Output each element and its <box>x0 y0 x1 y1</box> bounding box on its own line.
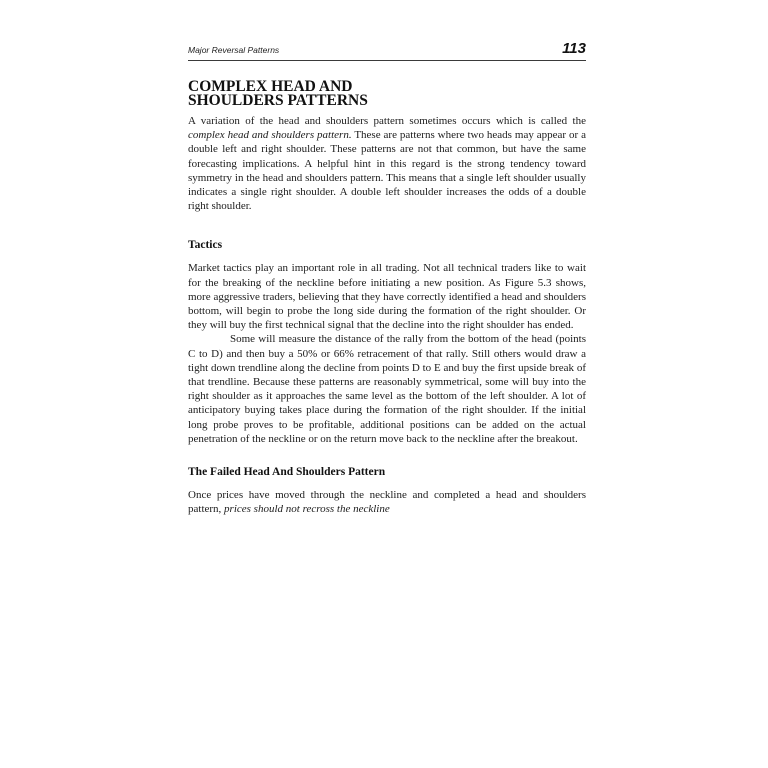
running-head-title: Major Reversal Patterns <box>188 45 280 55</box>
tactics-heading: Tactics <box>188 239 223 252</box>
section-heading: COMPLEX HEAD AND SHOULDERS PATTERNS <box>188 78 368 109</box>
intro-paragraph <box>188 114 586 213</box>
page-number: 113 <box>562 40 586 57</box>
intro-text-1: A variation of the head and shoulders pattern sometimes occurs which is called the <box>188 115 586 127</box>
failed-pattern-paragraph <box>188 488 586 516</box>
failed-emphasis: prices should not recross the neckline <box>224 503 390 516</box>
intro-emphasis: complex head and shoulders pattern. <box>188 129 352 142</box>
running-head <box>188 38 586 61</box>
intro-text-2: These are patterns where two heads may appear or a double left and right shoulder. These patterns are not that common, but have the same forecasting implications. A helpful hint in this regard is the strong tendency toward symmetry in the head and shoulders pattern. This means that a single left shoulder usually indicates a single right shoulder. A double left shoulder increases the odds of a double right shoulder. <box>188 129 586 213</box>
failed-pattern-heading: The Failed Head And Shoulders Pattern <box>188 466 386 479</box>
failed-text-1: Once prices have moved through the neckline and completed a head and shoulders pattern, <box>188 489 586 516</box>
tactics-paragraph-1: Market tactics play an important role in all trading. Not all technical traders like to wait for the breaking of the neckline before initiating a new position. As Figure 5.3 shows, more aggressive traders, believing that they have correctly identified a head and shoulders bottom, will begin to probe the long side during the formation of the right shoulder. Or they will buy the first technical signal that the decline into the right shoulder has ended. <box>188 262 586 332</box>
text-column <box>188 38 586 516</box>
tactics-paragraph-2: Some will measure the distance of the rally from the bottom of the head (points C to D) and then buy a 50% or 66% retracement of that rally. Still others would draw a tight down trendline along the decline from points D to E and buy the first upside break of that trendline. Because these patterns are reasonably symmetrical, some will buy into the right shoulder as it approaches the same level as the bottom of the left shoulder. A lot of anticipatory buying takes place during the formation of the right shoulder. If the initial long probe proves to be profitable, additional positions can be added on the actual penetration of the neckline or on the return move back to the neckline after the breakout. <box>188 333 586 445</box>
